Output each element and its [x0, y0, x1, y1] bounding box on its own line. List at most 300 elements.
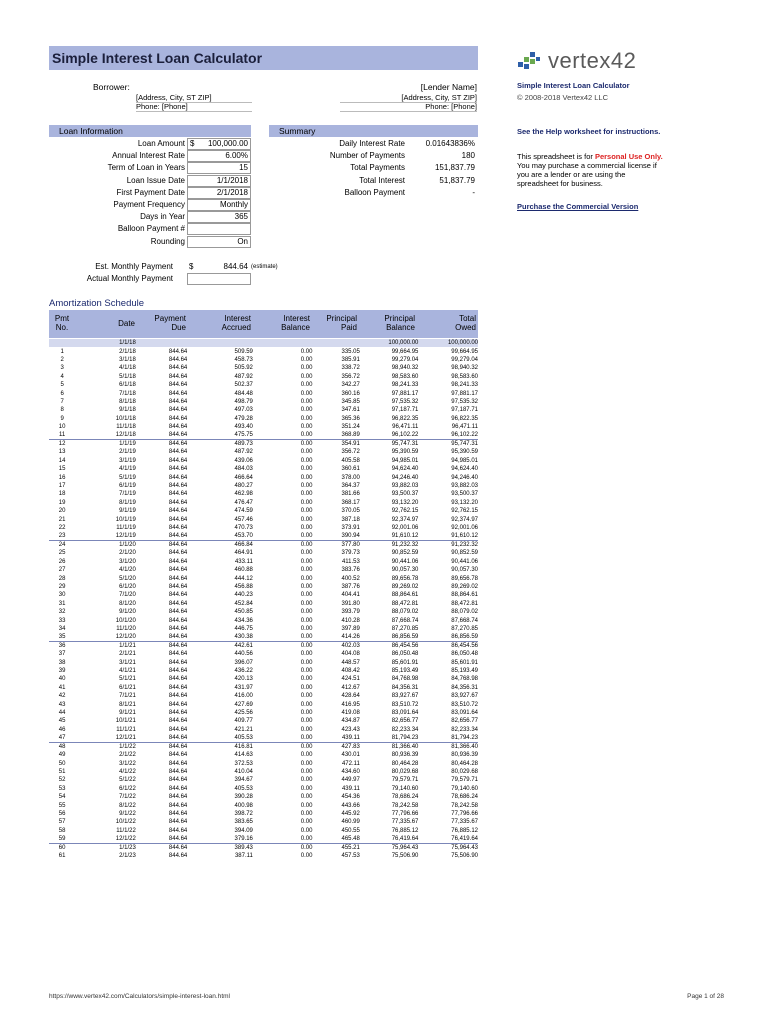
- table-row: [49, 608, 478, 616]
- cell-date: 7/1/21: [119, 693, 136, 700]
- table-row: [49, 818, 478, 826]
- cell-principal-paid: 373.91: [341, 525, 360, 531]
- table-row: [49, 473, 478, 481]
- cell-principal-paid: 411.53: [341, 558, 360, 565]
- cell-date: 2/1/18: [119, 348, 136, 355]
- cell-pmt-no: 21: [58, 516, 66, 523]
- cell-interest-balance: 0.00: [300, 634, 313, 641]
- loan-info-input[interactable]: [187, 150, 251, 162]
- cell-principal-paid: 455.21: [312, 843, 359, 852]
- cell-total-owed: 92,762.15: [451, 508, 478, 515]
- cell-principal-paid: 454.36: [341, 794, 360, 801]
- cell-pmt-no: 33: [58, 617, 66, 624]
- cell-total-owed: 92,374.97: [451, 516, 478, 523]
- cell-date: 9/1/21: [119, 710, 136, 717]
- cell-payment-due: 844.64: [168, 827, 188, 834]
- cell-total-owed: 79,140.60: [451, 785, 478, 792]
- cell-payment-due: 844.64: [168, 853, 188, 860]
- cell-date: 3/1/18: [119, 356, 136, 363]
- cell-interest-balance: 0.00: [300, 499, 313, 506]
- table-row: [49, 541, 478, 550]
- cell-interest-accrued: 479.28: [234, 415, 253, 422]
- cell-date: 6/1/22: [119, 785, 136, 792]
- cell-payment-due: 844.64: [168, 659, 188, 666]
- cell-interest-balance: 0.00: [300, 550, 313, 557]
- cell-date: 8/1/20: [119, 600, 136, 607]
- cell-interest-balance: 0.00: [300, 659, 313, 666]
- cell-interest-balance: 0.00: [300, 390, 313, 397]
- cell-pmt-no: 56: [58, 810, 66, 817]
- loan-info-label: First Payment Date: [116, 187, 185, 197]
- cell-payment-due: 844.64: [168, 819, 188, 826]
- loan-info-label: Loan Amount: [137, 139, 185, 148]
- table-row: [49, 423, 478, 431]
- cell-pmt-no: 51: [58, 768, 66, 775]
- summary-row: [269, 175, 478, 187]
- loan-info-input[interactable]: [187, 223, 251, 235]
- cell-pmt-no: 11: [59, 432, 66, 439]
- table-row: [49, 709, 478, 717]
- table-row: [49, 726, 478, 734]
- cell-payment-due: 844.64: [168, 668, 188, 675]
- cell-pmt-no: 8: [60, 407, 64, 414]
- cell-principal-balance: 90,852.59: [391, 550, 419, 557]
- cell-principal-balance: 95,747.31: [360, 440, 419, 449]
- table-row: [49, 835, 478, 844]
- cell-principal-paid: 457.53: [341, 853, 360, 860]
- cell-payment-due: 844.64: [168, 735, 188, 742]
- cell-principal-balance: 75,964.43: [360, 843, 419, 852]
- cell-principal-balance: 86,454.56: [360, 642, 419, 651]
- loan-info-row: [49, 175, 251, 187]
- cell-pmt-no: 50: [58, 760, 66, 767]
- cell-interest-balance: 0.00: [300, 592, 313, 599]
- cell-interest-accrued: 493.40: [234, 424, 253, 431]
- cell-pmt-no: 34: [58, 625, 66, 632]
- cell-principal-balance: 76,885.12: [391, 827, 419, 834]
- cell-pmt-no: 14: [58, 457, 66, 464]
- cell-pmt-no: 10: [58, 424, 66, 431]
- page-title: Simple Interest Loan Calculator: [52, 50, 263, 66]
- cell-principal-paid: 408.42: [341, 668, 360, 675]
- cell-principal-balance: 86,856.59: [391, 634, 419, 641]
- cell-interest-accrued: 497.03: [234, 407, 253, 414]
- table-row: [49, 785, 478, 793]
- loan-info-input[interactable]: [187, 199, 251, 211]
- cell-interest-accrued: 509.59: [234, 348, 253, 355]
- table-row: [49, 675, 478, 683]
- cell-interest-balance: 0.00: [300, 617, 313, 624]
- cell-interest-balance: 0.00: [300, 449, 313, 456]
- cell-pmt-no: 9: [60, 415, 64, 422]
- cell-payment-due: 844.64: [168, 752, 188, 759]
- loan-info-input[interactable]: [187, 162, 251, 174]
- cell-interest-balance: 0.00: [300, 752, 313, 759]
- cell-interest-accrued: 442.61: [187, 642, 253, 651]
- table-row: [49, 574, 478, 582]
- actual-monthly-payment-input[interactable]: [187, 273, 251, 285]
- loan-info-value: 1/1/2018: [216, 175, 248, 185]
- cell-interest-balance: 0.00: [300, 466, 313, 473]
- cell-principal-balance: 98,940.32: [391, 365, 419, 372]
- cell-interest-accrued: 439.06: [234, 457, 253, 464]
- cell-payment-due: 844.64: [168, 474, 188, 481]
- cell-interest-accrued: 396.07: [234, 659, 253, 666]
- table-row: [49, 347, 478, 355]
- cell-total-owed: 88,864.61: [451, 592, 478, 599]
- cell-total-owed: 84,356.31: [451, 684, 478, 691]
- cell-principal-paid: 385.91: [341, 356, 360, 363]
- cell-total-owed: 85,193.49: [451, 668, 478, 675]
- cell-principal-paid: 356.72: [341, 449, 360, 456]
- loan-info-value: Monthly: [219, 200, 248, 209]
- summary-label: Daily Interest Rate: [339, 139, 405, 148]
- cell-interest-accrued: 464.91: [234, 550, 253, 557]
- cell-interest-accrued: 398.72: [234, 810, 253, 817]
- table-row: [49, 801, 478, 809]
- cell-interest-accrued: 457.46: [234, 516, 253, 523]
- cell-principal-paid: 428.64: [341, 693, 360, 700]
- cell-interest-accrued: 383.65: [234, 819, 253, 826]
- loan-info-value: 100,000.00: [207, 139, 248, 148]
- cell-principal-paid: 443.66: [341, 802, 360, 809]
- cell-date: 4/1/22: [119, 768, 136, 775]
- cell-date: 11/1/21: [116, 726, 136, 733]
- cell-date: 3/1/21: [119, 659, 136, 666]
- title-bar: [49, 46, 478, 70]
- table-row: [49, 684, 478, 692]
- cell-payment-due: 844.64: [168, 600, 188, 607]
- lender-phone[interactable]: Phone: [Phone]: [340, 102, 477, 112]
- cell-interest-accrued: 394.67: [234, 777, 253, 784]
- cell-total-owed: 94,985.01: [451, 457, 478, 464]
- cell-principal-balance: 96,471.11: [392, 424, 419, 431]
- table-row: [49, 373, 478, 381]
- cell-pmt-no: 1: [60, 348, 64, 355]
- cell-payment-due: 844.64: [168, 348, 188, 355]
- cell-payment-due: 844.64: [168, 802, 188, 809]
- cell-pmt-no: 58: [58, 827, 66, 834]
- loan-info-input[interactable]: [187, 175, 251, 187]
- loan-info-input[interactable]: [187, 211, 251, 223]
- cell-payment-due: 844.64: [168, 718, 188, 725]
- cell-pmt-no: 36: [49, 642, 75, 651]
- cell-pmt-no: 13: [58, 449, 66, 456]
- cell-date: 1/1/23: [75, 843, 136, 852]
- cell-payment-due: 844.64: [168, 592, 188, 599]
- cell-total-owed: 78,242.58: [451, 802, 478, 809]
- cell-date: 8/1/19: [119, 499, 136, 506]
- table-row: [49, 793, 478, 801]
- cell-total-owed: 96,822.35: [451, 415, 478, 422]
- cell-interest-balance: 0.00: [300, 474, 313, 481]
- col-header-principal-paid: Principal Paid: [326, 314, 357, 332]
- cell-pmt-no: 30: [58, 592, 66, 599]
- est-monthly-payment-value: 844.64: [223, 262, 248, 271]
- cell-principal-balance: 91,232.32: [360, 541, 419, 550]
- cell-principal-paid: 402.03: [312, 642, 359, 651]
- amortization-header: [49, 310, 478, 338]
- loan-info-input[interactable]: [187, 187, 251, 199]
- cell-interest-accrued: 436.22: [234, 668, 253, 675]
- cell-interest-balance: 0.00: [300, 407, 313, 414]
- cell-date: 1/1/19: [75, 440, 136, 449]
- footer-url: https://www.vertex42.com/Calculators/simple-interest-loan.html: [49, 993, 230, 1000]
- estimate-note: (estimate): [251, 264, 278, 270]
- cell-interest-accrued: 394.09: [234, 827, 253, 834]
- cell-pmt-no: 12: [49, 440, 75, 449]
- cell-payment-due: 844.64: [168, 835, 188, 842]
- cell-interest-accrued: 484.03: [234, 466, 253, 473]
- cell-principal-balance: 80,936.39: [391, 752, 419, 759]
- cell-payment-due: 844.64: [168, 457, 188, 464]
- cell-date: 10/1/19: [115, 516, 136, 523]
- table-row: [49, 566, 478, 574]
- loan-info-value: 365: [234, 212, 248, 222]
- cell-principal-balance: 100,000.00: [360, 339, 419, 347]
- summary-value: -: [472, 187, 475, 197]
- cell-interest-accrued: 409.77: [234, 718, 253, 725]
- loan-info-row: [49, 199, 251, 211]
- cell-total-owed: 98,940.32: [451, 365, 478, 372]
- cell-principal-balance: 91,610.12: [391, 533, 419, 540]
- logo-mark-icon: [517, 49, 545, 73]
- cell-pmt-no: 54: [58, 794, 66, 801]
- cell-total-owed: 96,102.22: [451, 432, 478, 439]
- col-header-pmt-no: Pmt No.: [54, 314, 70, 332]
- cell-interest-balance: 0.00: [300, 853, 313, 860]
- cell-principal-balance: 81,794.23: [391, 735, 419, 742]
- cell-payment-due: 844.64: [168, 726, 188, 733]
- cell-payment-due: 844.64: [168, 390, 188, 397]
- cell-payment-due: 844.64: [168, 617, 188, 624]
- cell-payment-due: 844.64: [136, 642, 187, 651]
- table-row: [49, 717, 478, 725]
- cell-interest-balance: 0.00: [300, 483, 313, 490]
- cell-pmt-no: 25: [58, 550, 66, 557]
- cell-interest-balance: 0.00: [300, 516, 313, 523]
- loan-info-input[interactable]: [187, 138, 251, 150]
- col-header-payment-due: Payment Due: [154, 314, 186, 332]
- cell-pmt-no: 52: [58, 777, 66, 784]
- cell-interest-accrued: 430.38: [234, 634, 253, 641]
- table-row: [49, 751, 478, 759]
- cell-interest-accrued: 440.23: [234, 592, 253, 599]
- cell-payment-due: 844.64: [168, 710, 188, 717]
- cell-date: 4/1/18: [119, 365, 136, 372]
- cell-payment-due: 844.64: [168, 356, 188, 363]
- cell-pmt-no: 27: [58, 567, 66, 574]
- cell-date: 3/1/22: [119, 760, 136, 767]
- summary-label: Balloon Payment: [344, 187, 405, 197]
- amortization-table: [49, 339, 478, 860]
- table-row: [49, 465, 478, 473]
- table-row: [49, 507, 478, 515]
- cell-total-owed: 98,583.60: [451, 373, 478, 380]
- est-currency: $: [189, 262, 194, 271]
- cell-pmt-no: 48: [49, 743, 75, 752]
- loan-info-row: [49, 236, 251, 248]
- cell-interest-accrued: 431.97: [234, 684, 253, 691]
- cell-date: 1/1/18: [75, 339, 136, 347]
- cell-date: 2/1/22: [119, 752, 136, 759]
- cell-total-owed: 83,091.64: [451, 710, 478, 717]
- vertex42-logo[interactable]: [517, 47, 657, 75]
- loan-info-value: On: [237, 236, 248, 246]
- cell-payment-due: 844.64: [168, 634, 188, 641]
- cell-total-owed: 83,510.72: [451, 701, 478, 708]
- cell-date: 10/1/22: [115, 819, 136, 826]
- cell-total-owed: 86,454.56: [418, 642, 478, 651]
- cell-pmt-no: 7: [60, 398, 64, 405]
- cell-interest-accrued: 489.73: [187, 440, 253, 449]
- borrower-phone[interactable]: Phone: [Phone]: [136, 102, 252, 112]
- cell-total-owed: 88,079.02: [451, 609, 478, 616]
- cell-principal-balance: 92,001.06: [391, 525, 419, 531]
- cell-date: 10/1/21: [115, 718, 136, 725]
- cell-principal-balance: 79,140.60: [391, 785, 419, 792]
- loan-info-label: Payment Frequency: [113, 200, 185, 209]
- cell-principal-balance: 89,269.02: [391, 583, 419, 590]
- cell-date: 2/1/19: [119, 449, 136, 456]
- table-row: [49, 616, 478, 624]
- cell-interest-accrued: 458.73: [234, 356, 253, 363]
- table-row: [49, 448, 478, 456]
- cell-total-owed: 82,656.77: [451, 718, 478, 725]
- cell-principal-balance: 78,242.58: [391, 802, 419, 809]
- cell-principal-paid: 360.61: [341, 466, 360, 473]
- loan-info-row: [49, 150, 251, 162]
- table-row: [49, 482, 478, 490]
- cell-interest-balance: 0.00: [300, 768, 313, 775]
- cell-principal-paid: 445.92: [341, 810, 360, 817]
- cell-pmt-no: 26: [58, 558, 66, 565]
- cell-interest-accrued: 452.84: [234, 600, 253, 607]
- cell-pmt-no: 28: [58, 575, 66, 582]
- cell-principal-paid: 416.95: [341, 701, 360, 708]
- cell-interest-accrued: 444.12: [234, 575, 253, 582]
- table-row: [49, 457, 478, 465]
- cell-interest-accrued: 466.64: [234, 474, 253, 481]
- table-row: [49, 843, 478, 852]
- cell-date: 4/1/19: [119, 466, 136, 473]
- cell-date: 11/1/19: [116, 525, 136, 531]
- cell-interest-balance: 0.00: [300, 432, 313, 439]
- cell-payment-due: 844.64: [168, 583, 188, 590]
- cell-principal-balance: 80,029.68: [391, 768, 419, 775]
- cell-principal-balance: 75,506.90: [391, 853, 419, 860]
- cell-interest-balance: 0.00: [300, 668, 313, 675]
- cell-principal-balance: 76,419.64: [391, 835, 419, 842]
- cell-principal-paid: 390.94: [341, 533, 360, 540]
- purchase-commercial-link[interactable]: Purchase the Commercial Version: [517, 202, 639, 211]
- summary-value: 0.01643836%: [425, 139, 475, 148]
- cell-payment-due: 844.64: [168, 777, 188, 784]
- table-row: [49, 633, 478, 642]
- loan-info-input[interactable]: [187, 236, 251, 248]
- cell-date: 2/1/20: [119, 550, 136, 557]
- cell-payment-due: 844.64: [168, 382, 188, 389]
- cell-pmt-no: 61: [58, 853, 66, 860]
- table-row: [49, 499, 478, 507]
- cell-interest-balance: 0.00: [300, 398, 313, 405]
- cell-total-owed: 89,269.02: [451, 583, 478, 590]
- cell-total-owed: 98,241.33: [451, 382, 478, 389]
- cell-principal-balance: 92,762.15: [391, 508, 419, 515]
- cell-interest-accrued: 484.48: [234, 390, 253, 397]
- cell-interest-balance: 0.00: [300, 785, 313, 792]
- summary-label: Total Interest: [359, 175, 405, 185]
- cell-principal-balance: 90,441.06: [391, 558, 419, 565]
- license-line-2: You may purchase a commercial license if: [517, 161, 657, 170]
- cell-principal-balance: 93,132.20: [391, 499, 419, 506]
- col-header-interest-balance: Interest Balance: [281, 314, 310, 332]
- cell-principal-balance: 93,882.03: [391, 483, 419, 490]
- cell-principal-paid: 404.41: [341, 592, 360, 599]
- cell-total-owed: 75,506.90: [451, 853, 478, 860]
- table-row: [49, 406, 478, 414]
- table-row: [49, 700, 478, 708]
- cell-payment-due: 844.64: [168, 575, 188, 582]
- cell-principal-paid: 393.79: [341, 609, 360, 616]
- cell-principal-paid: 351.24: [341, 424, 360, 431]
- cell-interest-accrued: 389.43: [187, 843, 253, 852]
- table-row: [49, 768, 478, 776]
- cell-pmt-no: 17: [58, 483, 66, 490]
- cell-total-owed: 80,464.28: [451, 760, 478, 767]
- cell-payment-due: 844.64: [168, 609, 188, 616]
- cell-interest-balance: 0.00: [300, 718, 313, 725]
- cell-interest-balance: 0.00: [300, 819, 313, 826]
- cell-date: 12/1/18: [115, 432, 136, 439]
- cell-payment-due: 844.64: [168, 365, 188, 372]
- cell-date: 7/1/18: [119, 390, 136, 397]
- cell-total-owed: 84,768.98: [451, 676, 478, 683]
- cell-pmt-no: 37: [58, 651, 66, 658]
- cell-interest-balance: 0.00: [253, 843, 313, 852]
- cell-pmt-no: 24: [49, 541, 75, 550]
- borrower-address[interactable]: [Address, City, ST ZIP]: [136, 93, 252, 103]
- cell-principal-balance: 97,187.71: [391, 407, 419, 414]
- table-row: [49, 625, 478, 633]
- cell-principal-balance: 79,579.71: [391, 777, 419, 784]
- cell-principal-balance: 98,241.33: [391, 382, 419, 389]
- cell-pmt-no: 22: [58, 525, 66, 531]
- lender-address[interactable]: [Address, City, ST ZIP]: [340, 93, 477, 103]
- cell-principal-paid: 338.72: [341, 365, 360, 372]
- cell-total-owed: 82,233.34: [451, 726, 478, 733]
- cell-principal-paid: 405.58: [341, 457, 360, 464]
- cell-payment-due: 844.64: [136, 843, 187, 852]
- loan-info-value: 2/1/2018: [216, 187, 248, 197]
- cell-principal-paid: 342.27: [341, 382, 360, 389]
- cell-principal-balance: 98,583.60: [391, 373, 419, 380]
- cell-interest-balance: 0.00: [300, 651, 313, 658]
- cell-total-owed: 97,535.32: [451, 398, 478, 405]
- cell-interest-balance: 0.00: [300, 575, 313, 582]
- logo-text: vertex42: [548, 48, 637, 73]
- cell-interest-balance: 0.00: [300, 600, 313, 607]
- copyright: © 2008-2018 Vertex42 LLC: [517, 93, 609, 102]
- cell-principal-paid: 397.89: [341, 625, 360, 632]
- summary-value: 180: [461, 151, 475, 161]
- cell-date: 1/1/22: [75, 743, 136, 752]
- cell-interest-balance: 0.00: [300, 827, 313, 834]
- lender-name[interactable]: [Lender Name]: [420, 82, 477, 92]
- table-row: [49, 667, 478, 675]
- cell-interest-accrued: 427.69: [234, 701, 253, 708]
- cell-principal-paid: 434.60: [341, 768, 360, 775]
